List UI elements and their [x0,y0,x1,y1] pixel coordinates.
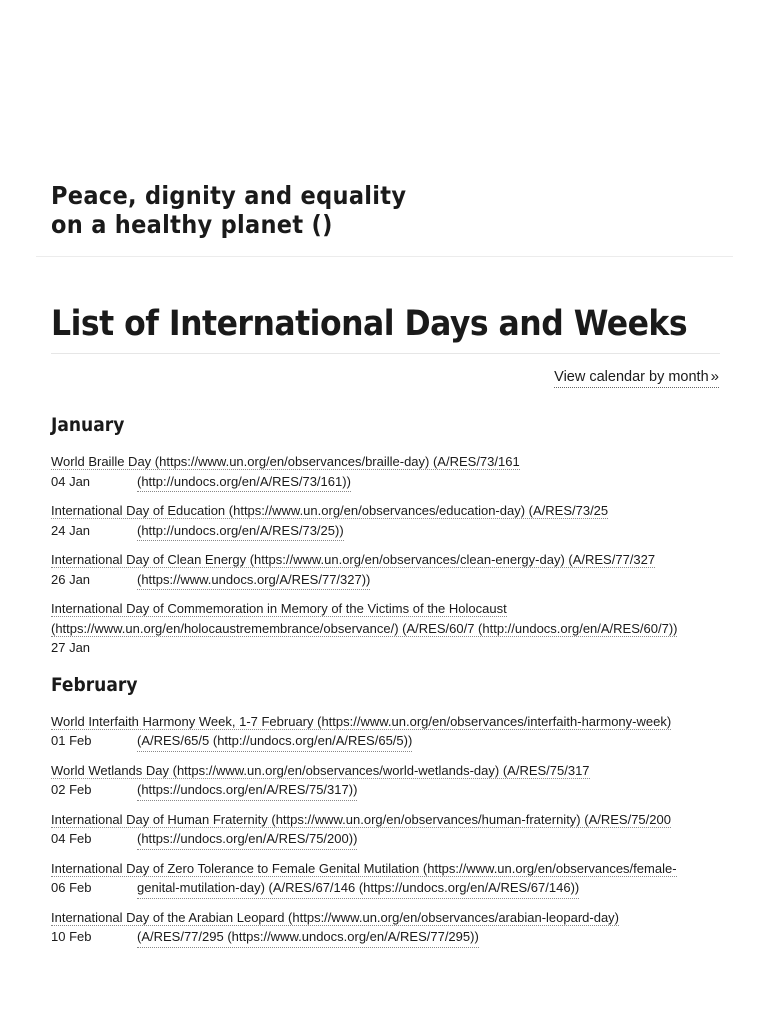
observance-date: 06 Feb [51,880,92,895]
resolution-link[interactable]: (https://undocs.org/en/A/RES/75/200)) [137,829,357,850]
tagline-line-1: Peace, dignity and equality [51,181,407,210]
title-divider [51,353,720,354]
observance-link[interactable]: International Day of Education (https://www.un.org/en/observances/education-day) (A/RES/73/25 [51,503,609,518]
observance-link[interactable]: World Braille Day (https://www.un.org/en/observances/braille-day) (A/RES/73/161 [51,454,520,469]
list-item [51,452,731,492]
observance-date: 04 Feb [51,831,92,846]
list-item [51,599,731,658]
list-item [51,550,731,590]
site-tagline [51,181,406,239]
observance-link[interactable]: World Interfaith Harmony Week, 1-7 February (https://www.un.org/en/observances/interfaith-harmony-week) [51,713,672,729]
page-title: List of International Days and Weeks [51,304,688,344]
list-item [51,501,731,541]
observance-date: 27 Jan [51,640,91,655]
tagline-line-2: on a healthy planet () [51,210,333,239]
observance-link[interactable]: International Day of Clean Energy (https://www.un.org/en/observances/clean-energy-day) (A/RES/77/327 [51,552,656,567]
list-item [51,761,731,801]
month-heading-january: January [51,414,125,436]
observance-date: 26 Jan [51,571,91,587]
resolution-link[interactable]: (http://undocs.org/en/A/RES/73/25)) [137,521,344,542]
double-chevron-right-icon: » [710,368,719,385]
observance-date: 02 Feb [51,782,92,797]
observance-date: 04 Jan [51,473,91,489]
observances-list [51,412,731,962]
list-item [51,908,731,948]
resolution-link[interactable]: (https://www.undocs.org/A/RES/77/327)) [137,570,370,591]
resolution-link[interactable]: (https://undocs.org/en/A/RES/75/317)) [137,780,357,801]
month-heading-february: February [51,673,138,696]
list-item [51,859,731,899]
observance-link[interactable]: International Day of Zero Tolerance to Female Genital Mutilation (https://www.un.org/en/observances/female- [51,860,677,876]
february-items [51,712,731,948]
resolution-link[interactable]: genital-mutilation-day) (A/RES/67/146 (https://undocs.org/en/A/RES/67/146)) [137,878,579,899]
header-divider [36,256,733,257]
january-items [51,452,731,658]
view-calendar-link[interactable] [554,367,719,388]
observance-date: 10 Feb [51,929,92,944]
resolution-link[interactable]: (https://www.un.org/en/holocaustremembrance/observance/) (A/RES/60/7 (http://undocs.org/en/A/RES/60/7)) [51,620,678,636]
view-calendar-label: View calendar by month [554,369,709,385]
observance-link[interactable]: International Day of the Arabian Leopard (https://www.un.org/en/observances/arabian-leopard-day) [51,909,620,925]
observance-date: 01 Feb [51,733,92,748]
list-item [51,712,731,752]
observance-date: 24 Jan [51,522,91,538]
resolution-link[interactable]: (A/RES/77/295 (https://www.undocs.org/en/A/RES/77/295)) [137,927,479,948]
observance-link[interactable]: International Day of Commemoration in Memory of the Victims of the Holocaust [51,601,507,616]
observance-link[interactable]: International Day of Human Fraternity (https://www.un.org/en/observances/human-fraternity) (A/RES/75/200 [51,811,671,827]
observance-link[interactable]: World Wetlands Day (https://www.un.org/en/observances/world-wetlands-day) (A/RES/75/317 [51,762,590,778]
list-item [51,810,731,850]
resolution-link[interactable]: (http://undocs.org/en/A/RES/73/161)) [137,472,351,493]
resolution-link[interactable]: (A/RES/65/5 (http://undocs.org/en/A/RES/65/5)) [137,731,412,752]
